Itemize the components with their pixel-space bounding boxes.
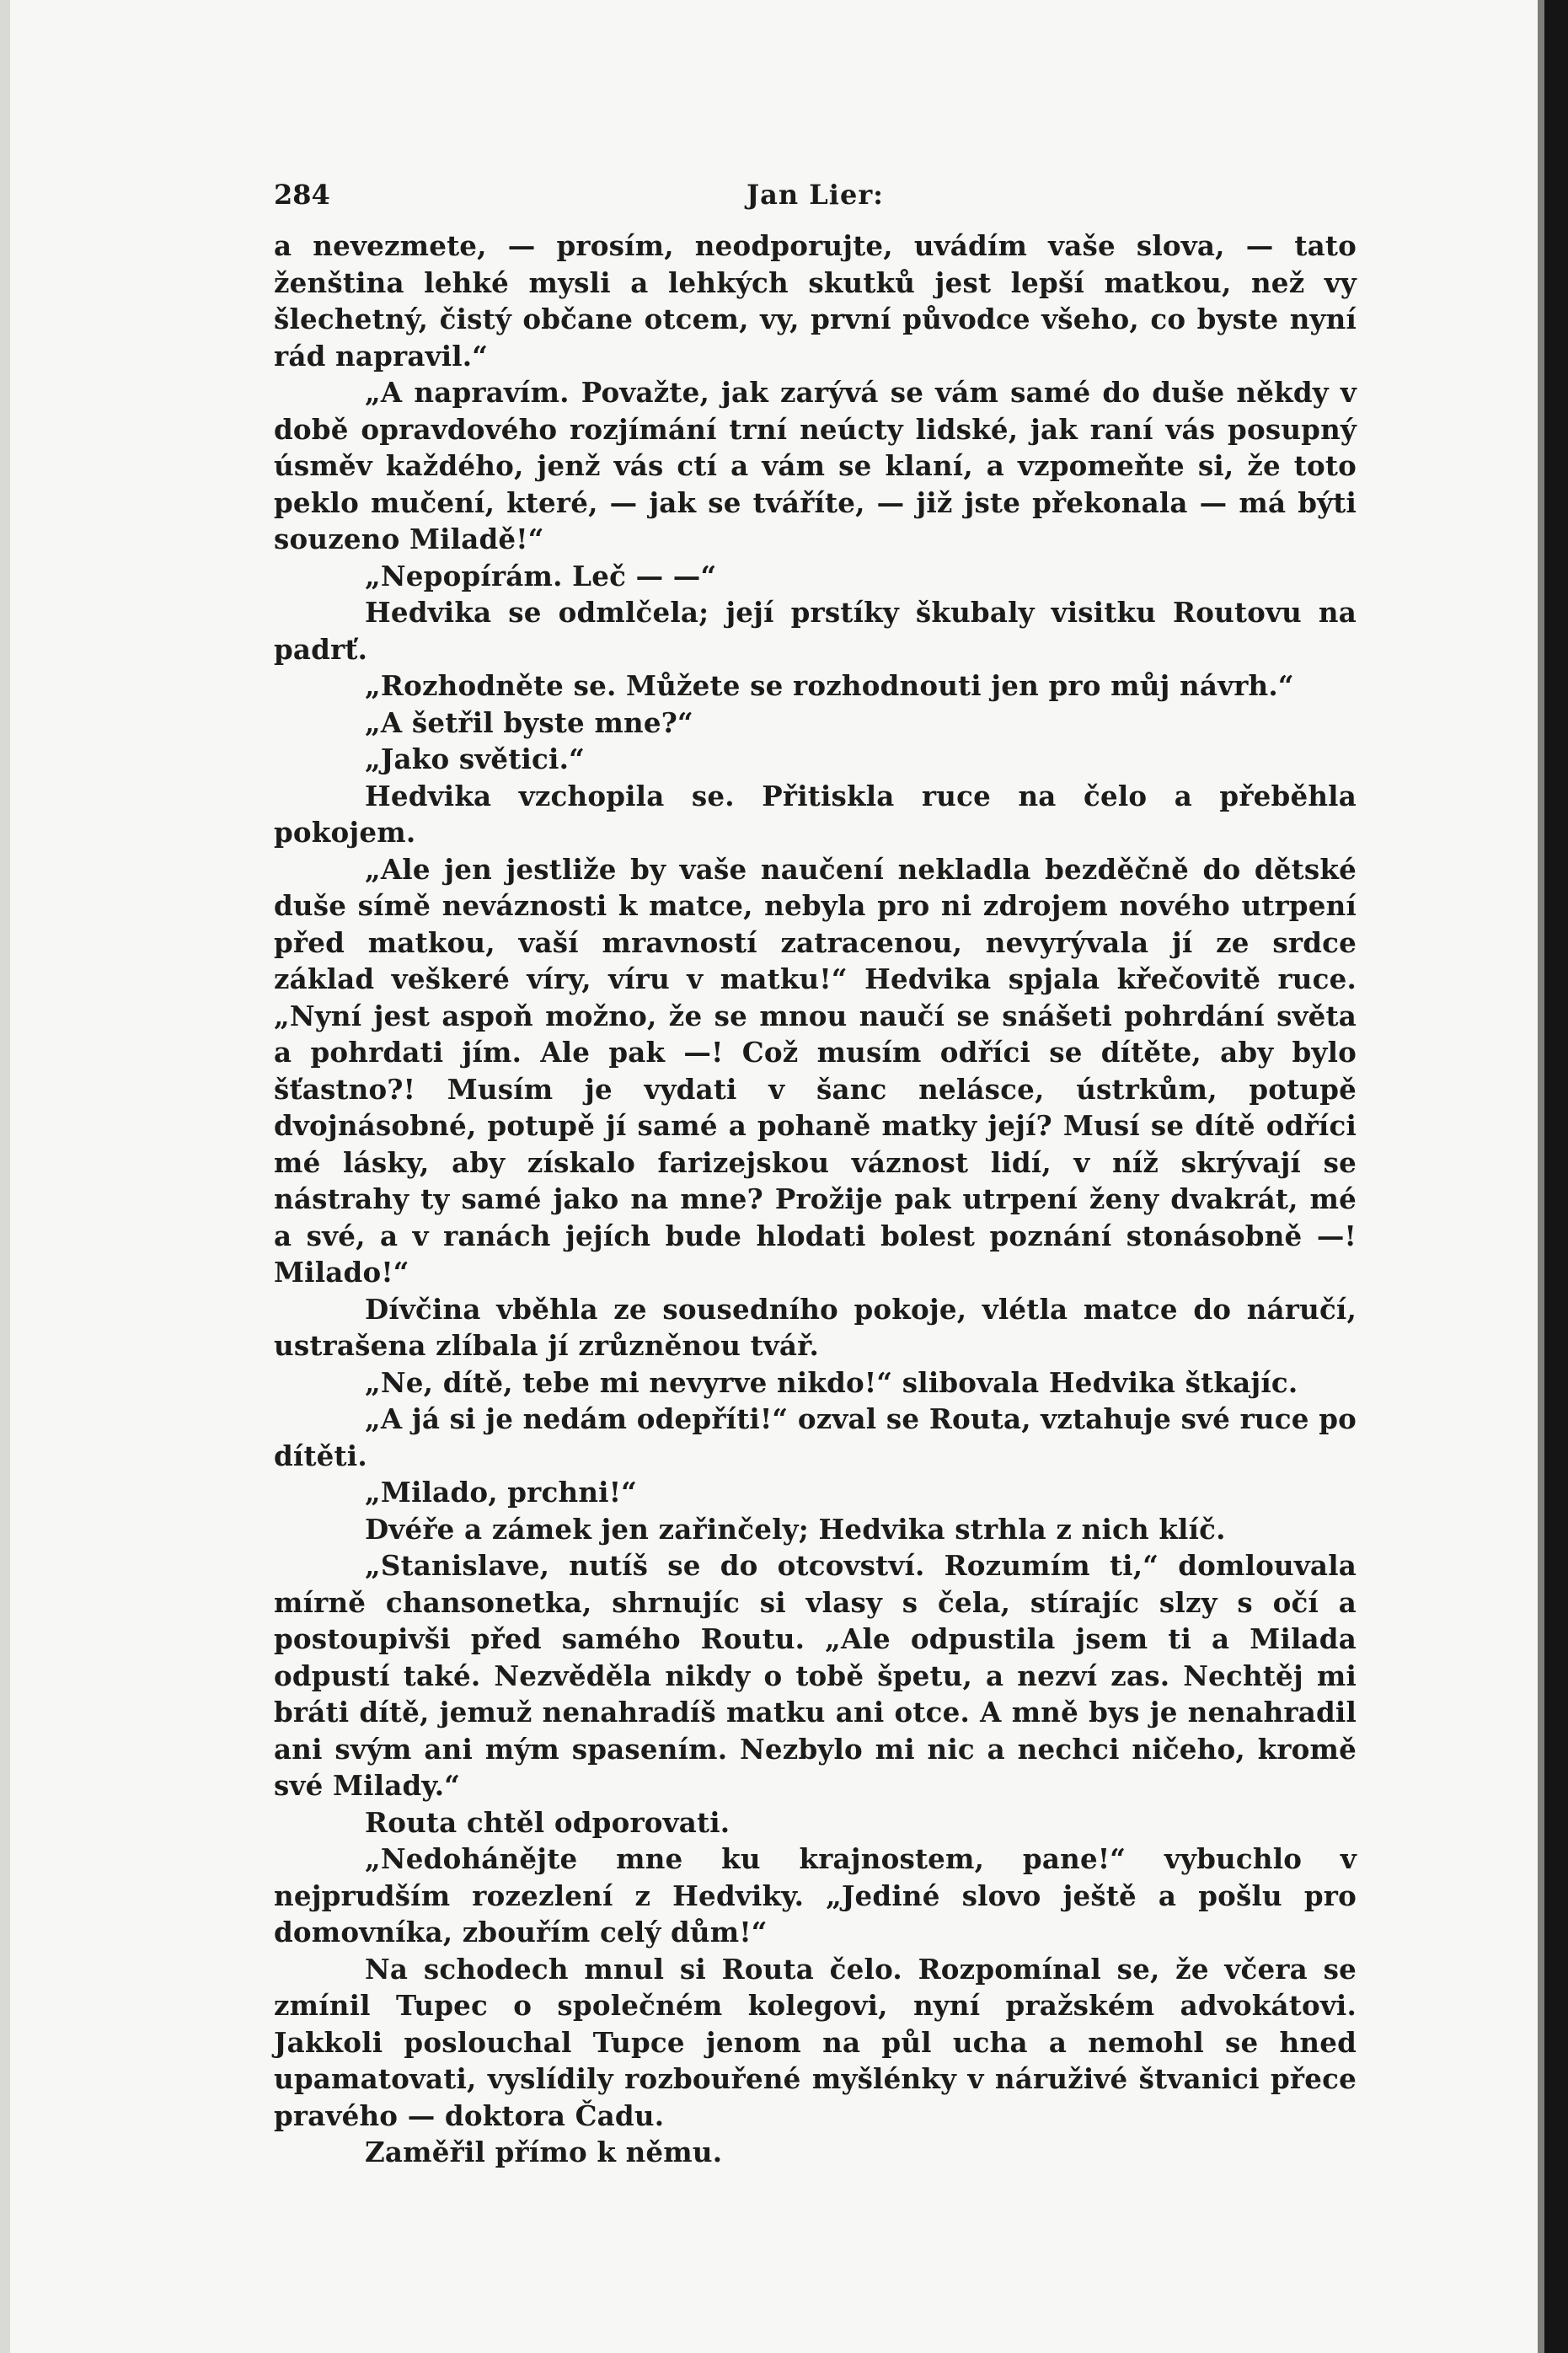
paragraph: „A já si je nedám odepříti!“ ozval se Routa, vztahuje své ruce po dítěti. [274, 1402, 1357, 1472]
paragraph: „Ne, dítě, tebe mi nevyrve nikdo!“ slibovala Hedvika štkajíc. [365, 1365, 1298, 1399]
paragraph: „Nedohánějte mne ku krajnostem, pane!“ vybuchlo v nejprudším rozezlení z Hedviky. „Jediné slovo ještě a pošlu pro domovníka, zbouřím celý dům!“ [274, 1842, 1357, 1948]
page-number: 284 [274, 179, 330, 211]
paragraph: „Jako světici.“ [365, 742, 586, 775]
paragraph: Dvéře a zámek jen zařinčely; Hedvika strhla z nich klíč. [365, 1512, 1226, 1546]
paragraph: „A šetřil byste mne?“ [365, 705, 693, 739]
scan-right-edge [1544, 0, 1568, 2353]
body-text [274, 228, 1357, 2171]
paragraph: „Milado, prchni!“ [365, 1476, 638, 1509]
paragraph: „A napravím. Považte, jak zarývá se vám samé do duše někdy v době opravdového rozjímání trní neúcty lidské, jak raní vás posupný úsměv každého, jenž vás ctí a vám se klaní, a vzpomeňte si, že toto peklo mučení, které, — jak se tváříte, — již jste překonala — má býti souzeno Miladě!“ [274, 376, 1357, 555]
paragraph: Hedvika se odmlčela; její prstíky škubaly visitku Routovu na padrť. [274, 596, 1357, 666]
paragraph: „Rozhodněte se. Můžete se rozhodnouti jen pro můj návrh.“ [365, 669, 1294, 702]
paragraph: Zaměřil přímo k němu. [365, 2136, 723, 2168]
paragraph: a nevezmete, — prosím, neodporujte, uvádím vaše slova, — tato ženština lehké mysli a lehkých skutků jest lepší matkou, než vy šlechetný, čistý občane otcem, vy, první původce všeho, co byste nyní rád napravil.“ [274, 229, 1357, 373]
paragraph: „Nepopírám. Leč — —“ [365, 559, 717, 592]
paragraph: Hedvika vzchopila se. Přitiskla ruce na čelo a přeběhla pokojem. [274, 779, 1357, 849]
scan-left-edge [0, 0, 10, 2353]
book-page [274, 169, 1357, 2171]
paragraph: Na schodech mnul si Routa čelo. Rozpomínal se, že včera se zmínil Tupec o společném kolegovi, nyní pražském advokátovi. Jakkoli poslouchal Tupce jenom na půl ucha a nemohl se hned upamatovati, vyslídily rozbouřené myšlénky v náruživé štvanici přece pravého — doktora Čadu. [274, 1952, 1357, 2132]
paragraph: „Ale jen jestliže by vaše naučení nekladla bezděčně do dětské duše símě neváznosti k matce, nebyla pro ni zdrojem nového utrpení před matkou, vaší mravností zatracenou, nevyrývala jí ze srdce základ veškeré víry, víru v matku!“ Hedvika spjala křečovitě ruce. „Nyní jest aspoň možno, že se mnou naučí se snášeti pohrdání světa a pohrdati jím. Ale pak —! Což musím odříci se dítěte, aby bylo šťastno?! Musím je vydati v šanc nelásce, ústrkům, potupě dvojnásobné, potupě jí samé a pohaně matky její? Musí se dítě odříci mé lásky, aby získalo farizejskou váznost lidí, v níž skrývají se nástrahy ty samé jako na mne? Prožije pak utrpení ženy dvakrát, mé a své, a v ranách jejích bude hlodati bolest poznání stonásobně —! Milado!“ [274, 852, 1357, 1289]
page-header [274, 169, 1357, 228]
paragraph: „Stanislave, nutíš se do otcovství. Rozumím ti,“ domlouvala mírně chansonetka, shrnujíc si vlasy s čela, stírajíc slzy s očí a postoupivši před samého Routu. „Ale odpustila jsem ti a Milada odpustí také. Nezvěděla nikdy o tobě špetu, a nezví zas. Nechtěj mi bráti dítě, jemuž nenahradíš matku ani otce. A mně bys je nenahradil ani svým ani mým spasením. Nezbylo mi nic a nechci ničeho, kromě své Milady.“ [274, 1549, 1357, 1802]
paragraph: Dívčina vběhla ze sousedního pokoje, vlétla matce do náručí, ustrašena zlíbala jí zrůzněnou tvář. [274, 1292, 1357, 1362]
paragraph: Routa chtěl odporovati. [365, 1805, 730, 1839]
running-head: Jan Lier: [747, 179, 884, 211]
